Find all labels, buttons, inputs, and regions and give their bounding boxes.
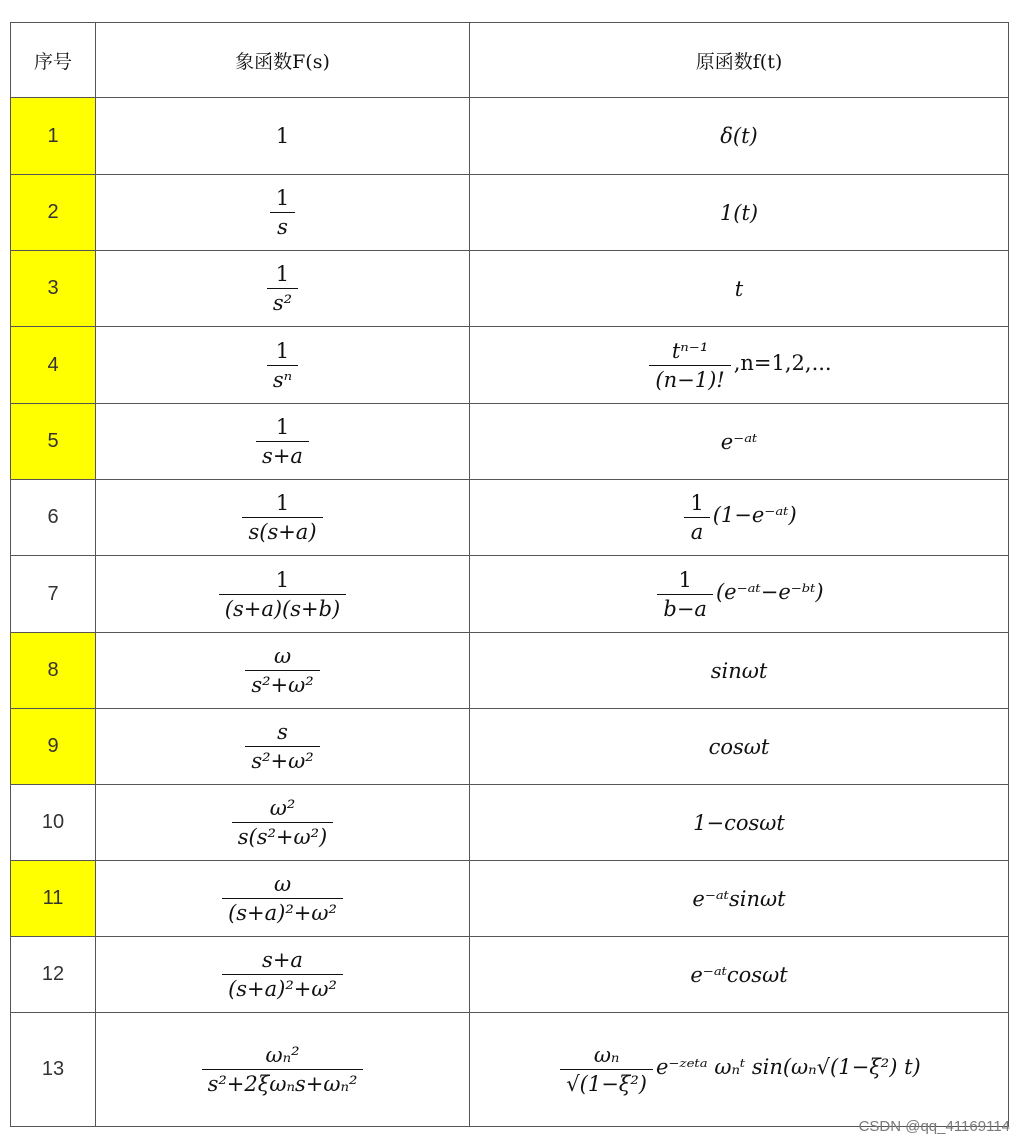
image-function-cell bbox=[96, 251, 470, 327]
fraction: $\frac{\text{ωₙ}}{\text{√(1−ξ²)}}$ bbox=[560, 1041, 653, 1098]
table-row bbox=[11, 327, 1009, 404]
laplace-transform-table bbox=[10, 22, 1009, 1127]
row-number: 9 bbox=[11, 709, 96, 785]
image-function-cell bbox=[96, 861, 470, 937]
image-function-cell bbox=[96, 785, 470, 861]
table-row bbox=[11, 98, 1009, 175]
image-function-cell bbox=[96, 633, 470, 709]
table-row bbox=[11, 556, 1009, 633]
fraction: $\frac{\text{tⁿ⁻¹}}{(n-1)!}$ bbox=[649, 337, 730, 394]
fraction: $\frac{\omega}{\text{s²+ω²}}$ bbox=[245, 642, 319, 699]
fraction: $\frac{1}{(s+a)(s+b)}$ bbox=[219, 566, 346, 623]
image-function-cell: 1 bbox=[96, 98, 470, 175]
fraction: $\frac{1}{s+a}$ bbox=[256, 413, 309, 470]
fraction: $\frac{1}{\text{sⁿ}}$ bbox=[267, 337, 298, 394]
header-original-function: 原函数f(t) bbox=[470, 23, 1009, 98]
original-function-cell: δ(t) bbox=[470, 98, 1009, 175]
table-row bbox=[11, 937, 1009, 1013]
image-function-cell bbox=[96, 480, 470, 556]
fraction: $\frac{\text{ωₙ²}}{\text{s²+2ξωₙs+ωₙ²}}$ bbox=[202, 1041, 364, 1098]
fraction: $\frac{1}{s}$ bbox=[270, 184, 295, 241]
fraction: $\frac{s+a}{\text{(s+a)²+ω²}}$ bbox=[222, 946, 343, 1003]
row-number: 10 bbox=[11, 785, 96, 861]
fraction: $\frac{1}{a}$ bbox=[684, 489, 709, 546]
table-row bbox=[11, 861, 1009, 937]
image-function-cell bbox=[96, 556, 470, 633]
row-number: 7 bbox=[11, 556, 96, 633]
watermark: CSDN @qq_41169114 bbox=[858, 1118, 1010, 1135]
original-function-cell: 1(t) bbox=[470, 175, 1009, 251]
original-function-cell: e⁻ᵃᵗcosωt bbox=[470, 937, 1009, 1013]
fraction: $\frac{1}{b-a}$ bbox=[657, 566, 713, 623]
row-number: 11 bbox=[11, 861, 96, 937]
image-function-cell bbox=[96, 1013, 470, 1127]
image-function-cell bbox=[96, 709, 470, 785]
original-function-cell: $\frac{1}{b-a}$ (e⁻ᵃᵗ−e⁻ᵇᵗ) bbox=[470, 556, 1009, 633]
original-function-cell: sinωt bbox=[470, 633, 1009, 709]
row-number: 5 bbox=[11, 404, 96, 480]
original-function-cell: 1−cosωt bbox=[470, 785, 1009, 861]
row-number: 4 bbox=[11, 327, 96, 404]
fraction: $\frac{s}{\text{s²+ω²}}$ bbox=[245, 718, 319, 775]
table-row bbox=[11, 785, 1009, 861]
fraction: $\frac{\text{ω²}}{\text{s(s²+ω²)}}$ bbox=[232, 794, 334, 851]
table-row bbox=[11, 1013, 1009, 1127]
header-image-function: 象函数F(s) bbox=[96, 23, 470, 98]
row-number: 1 bbox=[11, 98, 96, 175]
image-function-cell bbox=[96, 404, 470, 480]
row-number: 3 bbox=[11, 251, 96, 327]
table-row bbox=[11, 709, 1009, 785]
table-row bbox=[11, 175, 1009, 251]
table-row bbox=[11, 480, 1009, 556]
table-row bbox=[11, 404, 1009, 480]
original-function-cell: e⁻ᵃᵗsinωt bbox=[470, 861, 1009, 937]
row-number: 8 bbox=[11, 633, 96, 709]
image-function-cell bbox=[96, 327, 470, 404]
original-function-cell: cosωt bbox=[470, 709, 1009, 785]
header-row bbox=[11, 23, 1009, 98]
original-function-cell: $\frac{\text{ωₙ}}{\text{√(1−ξ²)}}$ e⁻ᶻᵉᵗᵃ ωₙᵗ sin(ωₙ√(1−ξ²) t) bbox=[470, 1013, 1009, 1127]
original-function-cell: $\frac{1}{a}$ (1−e⁻ᵃᵗ) bbox=[470, 480, 1009, 556]
fraction: $\frac{1}{s(s+a)}$ bbox=[242, 489, 322, 546]
row-number: 12 bbox=[11, 937, 96, 1013]
header-index: 序号 bbox=[11, 23, 96, 98]
fraction: $\frac{1}{\text{s²}}$ bbox=[267, 260, 298, 317]
table-row bbox=[11, 251, 1009, 327]
row-number: 2 bbox=[11, 175, 96, 251]
table-row bbox=[11, 633, 1009, 709]
image-function-cell bbox=[96, 937, 470, 1013]
image-function-cell bbox=[96, 175, 470, 251]
original-function-cell: t bbox=[470, 251, 1009, 327]
fraction: $\frac{\omega}{\text{(s+a)²+ω²}}$ bbox=[222, 870, 343, 927]
original-function-cell: $\frac{\text{tⁿ⁻¹}}{(n-1)!}$ ,n=1,2,... bbox=[470, 327, 1009, 404]
row-number: 13 bbox=[11, 1013, 96, 1127]
row-number: 6 bbox=[11, 480, 96, 556]
original-function-cell: e⁻ᵃᵗ bbox=[470, 404, 1009, 480]
